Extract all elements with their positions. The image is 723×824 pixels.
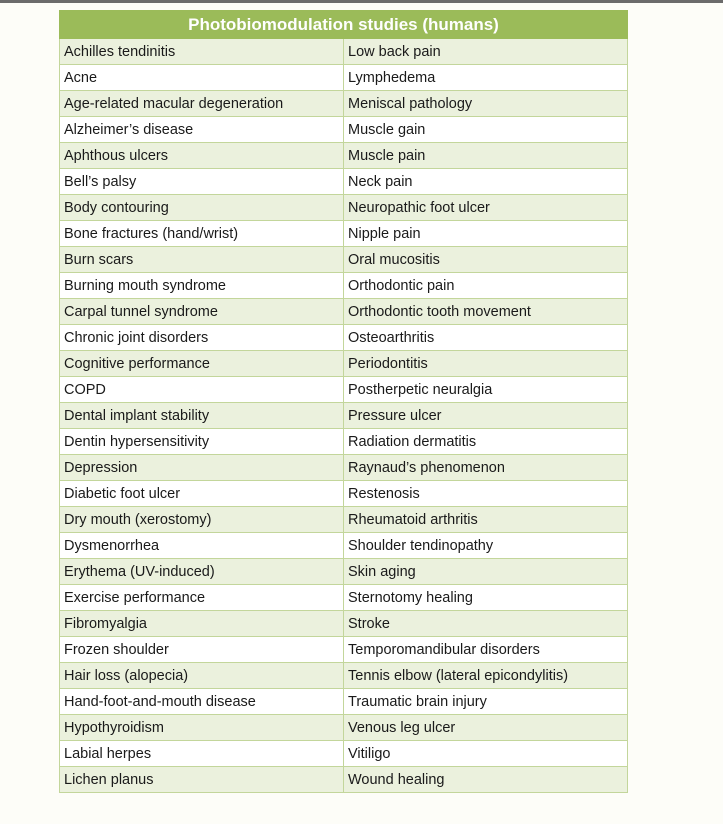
condition-cell-right: Skin aging (344, 559, 628, 585)
condition-cell-right: Stroke (344, 611, 628, 637)
table-row (60, 559, 628, 585)
condition-cell-left: Body contouring (60, 195, 344, 221)
table-row (60, 715, 628, 741)
condition-cell-right: Vitiligo (344, 741, 628, 767)
table-row (60, 403, 628, 429)
table-row (60, 221, 628, 247)
condition-cell-left: COPD (60, 377, 344, 403)
condition-cell-left: Burning mouth syndrome (60, 273, 344, 299)
condition-cell-right: Osteoarthritis (344, 325, 628, 351)
condition-cell-left: Hypothyroidism (60, 715, 344, 741)
condition-cell-right: Rheumatoid arthritis (344, 507, 628, 533)
condition-cell-left: Dental implant stability (60, 403, 344, 429)
condition-cell-left: Bone fractures (hand/wrist) (60, 221, 344, 247)
condition-cell-right: Raynaud’s phenomenon (344, 455, 628, 481)
table-row (60, 481, 628, 507)
condition-cell-right: Meniscal pathology (344, 91, 628, 117)
condition-cell-left: Hand-foot-and-mouth disease (60, 689, 344, 715)
table-row (60, 169, 628, 195)
condition-cell-left: Chronic joint disorders (60, 325, 344, 351)
condition-cell-right: Low back pain (344, 39, 628, 65)
table-row (60, 91, 628, 117)
table-row (60, 247, 628, 273)
condition-cell-right: Radiation dermatitis (344, 429, 628, 455)
table-row (60, 611, 628, 637)
condition-cell-right: Lymphedema (344, 65, 628, 91)
studies-table (59, 10, 628, 793)
table-title: Photobiomodulation studies (humans) (60, 11, 628, 39)
table-header-row (60, 11, 628, 39)
table-row (60, 585, 628, 611)
condition-cell-left: Exercise performance (60, 585, 344, 611)
condition-cell-right: Muscle pain (344, 143, 628, 169)
condition-cell-left: Dysmenorrhea (60, 533, 344, 559)
condition-cell-left: Frozen shoulder (60, 637, 344, 663)
table-row (60, 351, 628, 377)
condition-cell-right: Pressure ulcer (344, 403, 628, 429)
condition-cell-right: Traumatic brain injury (344, 689, 628, 715)
condition-cell-left: Dentin hypersensitivity (60, 429, 344, 455)
condition-cell-left: Lichen planus (60, 767, 344, 793)
table-row (60, 39, 628, 65)
condition-cell-right: Nipple pain (344, 221, 628, 247)
condition-cell-right: Temporomandibular disorders (344, 637, 628, 663)
table-body (60, 39, 628, 793)
studies-table-container (59, 10, 628, 793)
condition-cell-right: Restenosis (344, 481, 628, 507)
table-row (60, 195, 628, 221)
condition-cell-right: Postherpetic neuralgia (344, 377, 628, 403)
condition-cell-right: Tennis elbow (lateral epicondylitis) (344, 663, 628, 689)
condition-cell-left: Burn scars (60, 247, 344, 273)
condition-cell-right: Orthodontic tooth movement (344, 299, 628, 325)
top-border-line (0, 0, 723, 3)
table-row (60, 507, 628, 533)
table-row (60, 143, 628, 169)
condition-cell-right: Venous leg ulcer (344, 715, 628, 741)
condition-cell-left: Achilles tendinitis (60, 39, 344, 65)
table-row (60, 637, 628, 663)
table-row (60, 273, 628, 299)
condition-cell-left: Erythema (UV-induced) (60, 559, 344, 585)
table-row (60, 65, 628, 91)
condition-cell-left: Acne (60, 65, 344, 91)
condition-cell-right: Neuropathic foot ulcer (344, 195, 628, 221)
table-row (60, 117, 628, 143)
table-row (60, 299, 628, 325)
condition-cell-right: Periodontitis (344, 351, 628, 377)
table-row (60, 429, 628, 455)
table-row (60, 689, 628, 715)
condition-cell-left: Alzheimer’s disease (60, 117, 344, 143)
condition-cell-left: Labial herpes (60, 741, 344, 767)
condition-cell-left: Diabetic foot ulcer (60, 481, 344, 507)
condition-cell-left: Aphthous ulcers (60, 143, 344, 169)
condition-cell-left: Carpal tunnel syndrome (60, 299, 344, 325)
condition-cell-left: Hair loss (alopecia) (60, 663, 344, 689)
condition-cell-right: Wound healing (344, 767, 628, 793)
table-row (60, 533, 628, 559)
table-row (60, 325, 628, 351)
condition-cell-right: Sternotomy healing (344, 585, 628, 611)
table-row (60, 377, 628, 403)
condition-cell-left: Cognitive performance (60, 351, 344, 377)
condition-cell-left: Depression (60, 455, 344, 481)
condition-cell-left: Dry mouth (xerostomy) (60, 507, 344, 533)
table-row (60, 741, 628, 767)
table-row (60, 455, 628, 481)
condition-cell-right: Neck pain (344, 169, 628, 195)
condition-cell-left: Fibromyalgia (60, 611, 344, 637)
table-row (60, 767, 628, 793)
condition-cell-right: Orthodontic pain (344, 273, 628, 299)
condition-cell-left: Age-related macular degeneration (60, 91, 344, 117)
condition-cell-right: Shoulder tendinopathy (344, 533, 628, 559)
condition-cell-right: Oral mucositis (344, 247, 628, 273)
condition-cell-left: Bell’s palsy (60, 169, 344, 195)
table-row (60, 663, 628, 689)
condition-cell-right: Muscle gain (344, 117, 628, 143)
